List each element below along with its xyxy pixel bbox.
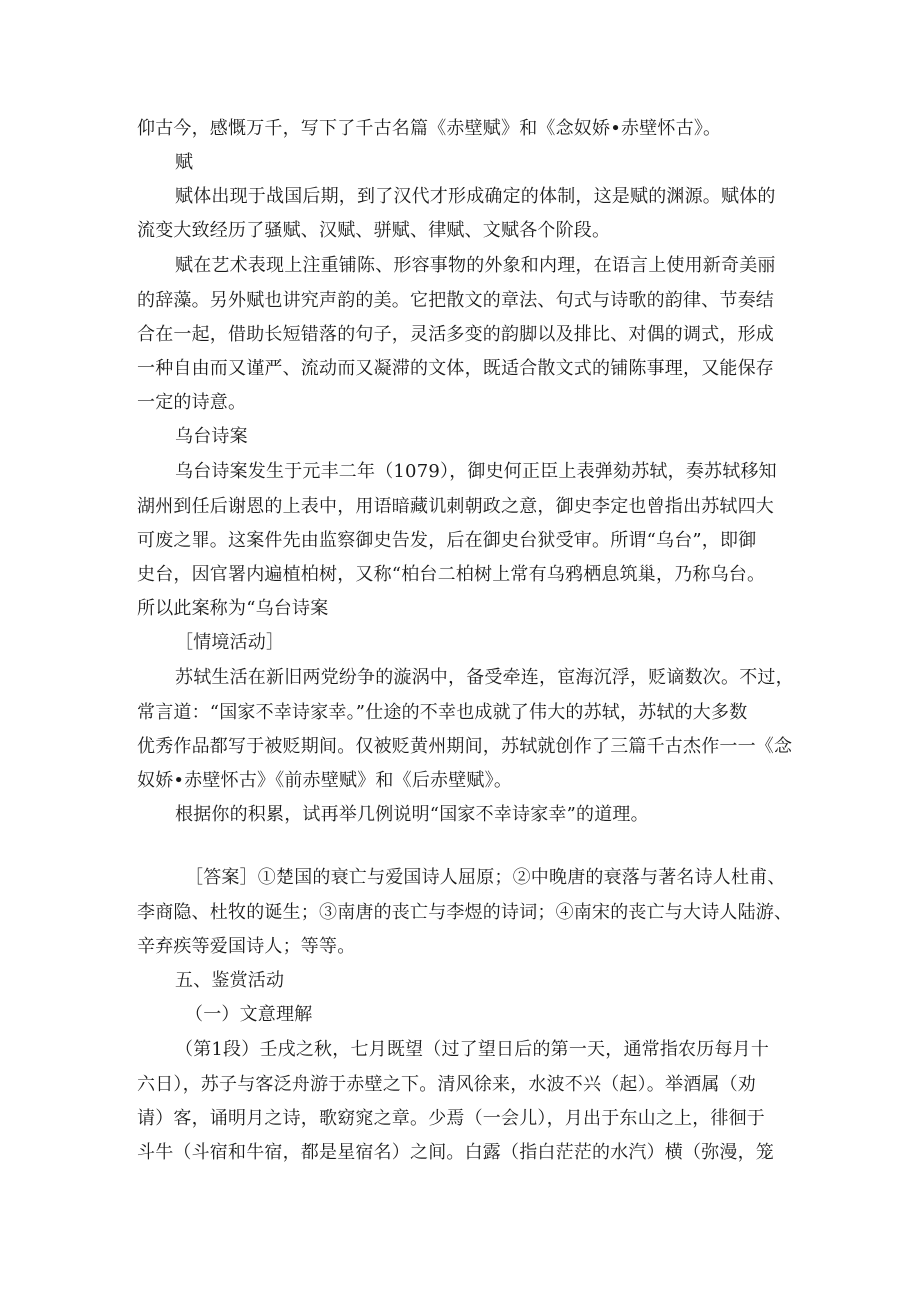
- text-line: 仰古今，感慨万千，写下了千古名篇《赤壁赋》和《念奴娇•赤壁怀古》。: [137, 118, 722, 139]
- text-line: 辛弃疾等爱国诗人；等等。: [137, 936, 356, 957]
- answer-text: ［答案］①楚国的衰亡与爱国诗人屈原；②中晚唐的衰落与著名诗人杜甫、: [185, 867, 786, 888]
- section-heading-fu: 赋: [175, 152, 194, 173]
- text-line: 流变大致经历了骚赋、汉赋、骈赋、律赋、文赋各个阶段。: [137, 220, 611, 241]
- section-heading-five: 五、鉴赏活动: [175, 970, 285, 991]
- text-line: 一定的诗意。: [137, 392, 247, 413]
- question-text: 根据你的积累，试再举几例说明“国家不幸诗家幸”的道理。: [175, 804, 649, 825]
- text-line: 苏轼生活在新旧两党纷争的漩涡中，备受牵连，宦海沉浮，贬谪数次。不过，: [175, 667, 794, 688]
- subsection-heading: （一）文意理解: [185, 1004, 313, 1025]
- text-line: 史台，因官署内遍植柏树，又称“柏台二柏树上常有乌鸦栖息筑巢，乃称乌台。: [137, 564, 766, 585]
- section-heading-wutai: 乌台诗案: [175, 426, 248, 447]
- text-line: （第1段）壬戌之秋，七月既望（过了望日后的第一天，通常指农历每月十: [175, 1039, 770, 1060]
- text-line: 合在一起，借助长短错落的句子，灵活多变的韵脚以及排比、对偶的调式，形成: [137, 324, 774, 345]
- text-line: 乌台诗案发生于元丰二年（1079），御史何正臣上表弹劾苏轼，奏苏轼移知: [175, 461, 777, 482]
- text-line: 一种自由而又谨严、流动而又凝滞的文体，既适合散文式的铺陈事理，又能保存: [137, 358, 774, 379]
- text-line: 斗牛（斗宿和牛宿，都是星宿名）之间。白露（指白茫茫的水汽）横（弥漫，笼: [137, 1142, 774, 1163]
- text-line: 所以此案称为“乌台诗案: [137, 598, 329, 619]
- text-line: 可废之罪。这案件先由监察御史告发，后在御史台狱受审。所谓“乌台”，即御: [137, 530, 757, 551]
- text-line: 优秀作品都写于被贬期间。仅被贬黄州期间，苏轼就创作了三篇千古杰作一一《念: [137, 736, 793, 757]
- text-line: 请）客，诵明月之诗，歌窈窕之章。少焉（一会儿），月出于东山之上，徘徊于: [137, 1108, 765, 1129]
- text-line: 常言道：“国家不幸诗家幸。”仕途的不幸也成就了伟大的苏轼，苏轼的大多数: [137, 702, 748, 723]
- text-line: 湖州到任后谢恩的上表中，用语暗藏讥刺朝政之意，御史李定也曾指出苏轼四大: [137, 496, 774, 517]
- text-line: 奴娇•赤壁怀古》《前赤壁赋》和《后赤壁赋》。: [137, 770, 513, 791]
- text-line: 李商隐、杜牧的诞生；③南唐的丧亡与李煜的诗词；④南宋的丧亡与大诗人陆游、: [137, 902, 793, 923]
- text-line: 六日），苏子与客泛舟游于赤壁之下。清风徐来，水波不兴（起）。举酒属（劝: [137, 1074, 756, 1095]
- text-line: 的辞藻。另外赋也讲究声韵的美。它把散文的章法、句式与诗歌的韵律、节奏结: [137, 290, 774, 311]
- activity-heading: ［情境活动］: [175, 632, 285, 653]
- text-line: 赋体出现于战国后期，到了汉代才形成确定的体制，这是赋的渊源。赋体的: [175, 186, 776, 207]
- text-line: 赋在艺术表现上注重铺陈、形容事物的外象和内理，在语言上使用新奇美丽: [175, 255, 776, 276]
